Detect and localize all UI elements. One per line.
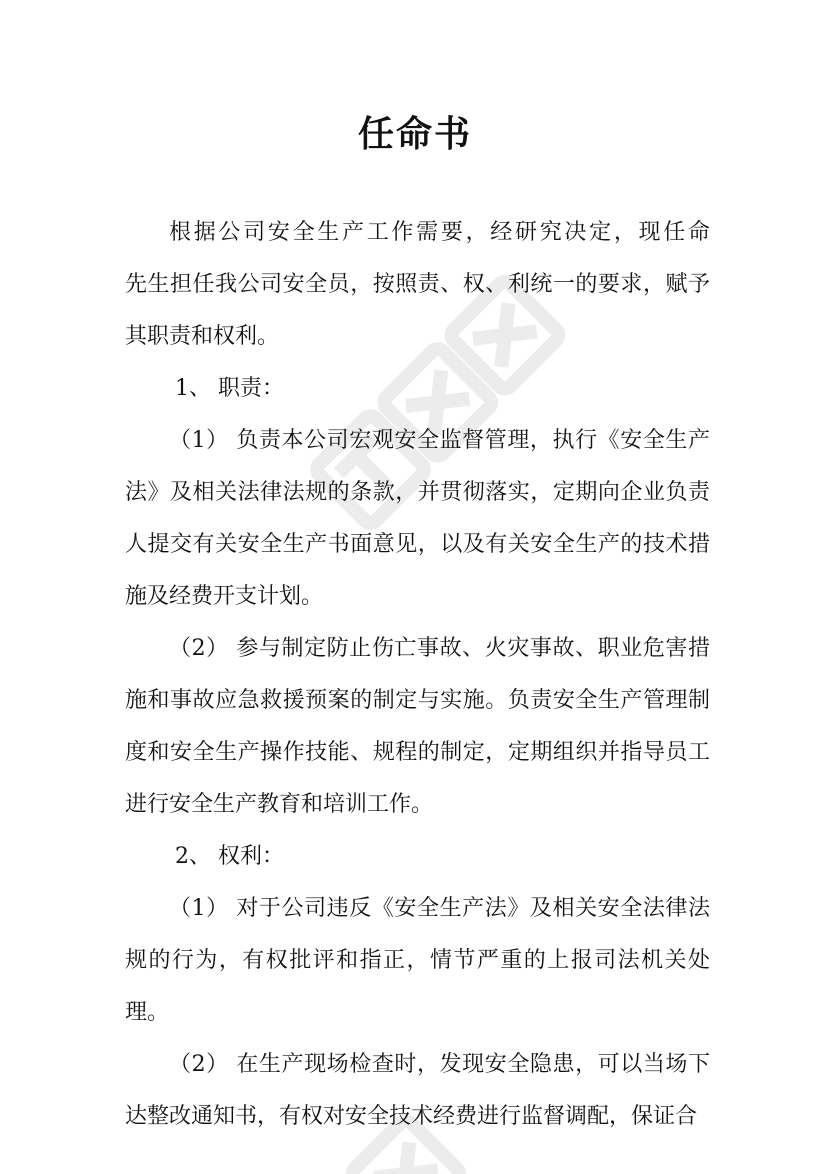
document-body xyxy=(125,207,755,1143)
document-title: 任命书 xyxy=(357,113,472,155)
right-item-2: （2） 在生产现场检查时，发现安全隐患，可以当场下达整改通知书，有权对安全技术经费进行监督调配，保证合 xyxy=(125,1052,710,1129)
right-item-1: （1） 对于公司违反《安全生产法》及相关安全法律法规的行为，有权批评和指正，情节严重的上报司法机关处理。 xyxy=(125,896,710,1025)
duty-item-2: （2） 参与制定防止伤亡事故、火灾事故、职业危害措施和事故应急救援预案的制定与实施。负责安全生产管理制度和安全生产操作技能、规程的制定，定期组织并指导员工进行安全生产教育和培训工作。 xyxy=(125,636,710,817)
duty-item-1: （1） 负责本公司宏观安全监督管理，执行《安全生产法》及相关法律法规的条款，并贯彻落实，定期向企业负责人提交有关安全生产书面意见，以及有关安全生产的技术措施及经费开支计划。 xyxy=(125,428,710,609)
intro-paragraph: 根据公司安全生产工作需要，经研究决定，现任命 先生担任我公司安全员，按照责、权、利统一的要求，赋予其职责和权利。 xyxy=(125,220,755,349)
section-heading-rights: 2、 权利： xyxy=(175,844,284,869)
section-heading-duties: 1、 职责： xyxy=(175,376,284,401)
